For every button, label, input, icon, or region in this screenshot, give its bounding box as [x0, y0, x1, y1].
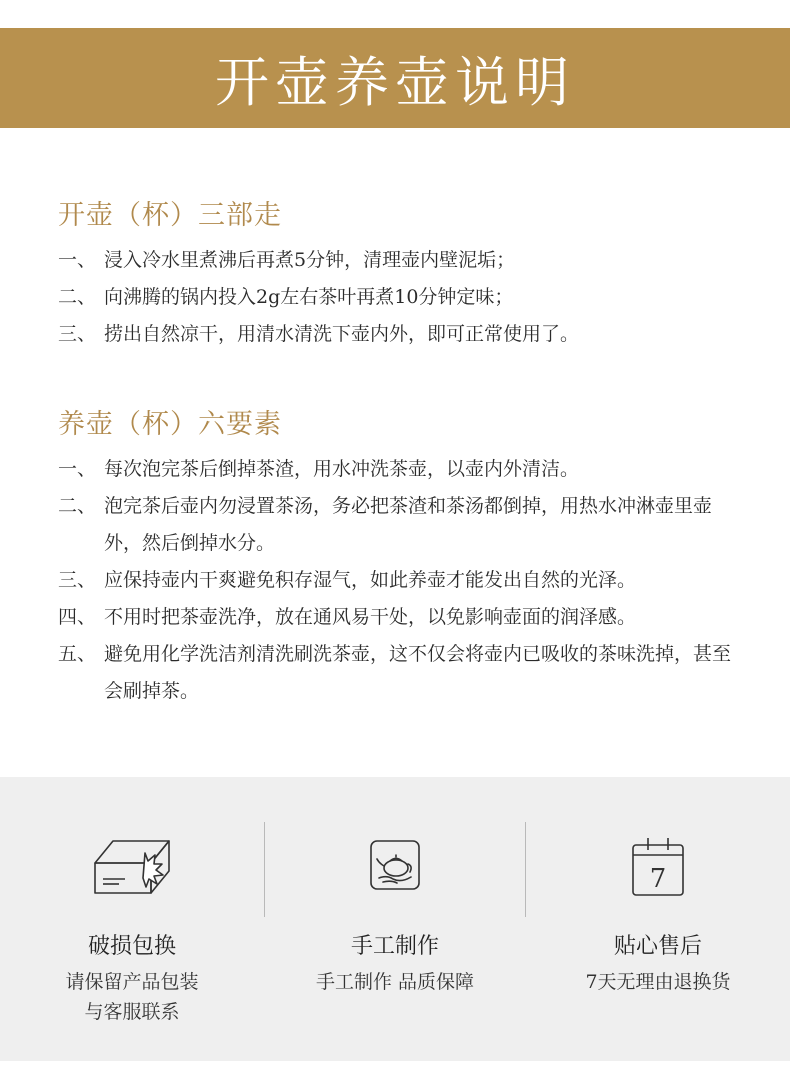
- feature-description: [265, 967, 525, 997]
- item-text: 每次泡完茶后倒掉茶渣，用水冲洗茶壶，以壶内外清洁。: [104, 458, 580, 480]
- list-item: [58, 562, 738, 599]
- item-number: 一、: [58, 249, 97, 271]
- title-banner: [0, 28, 790, 128]
- feature-desc-line: 与客服联系: [84, 1001, 180, 1023]
- feature-desc-line: 7天无理由退换货: [585, 971, 731, 993]
- section-heading-pot-care: 养壶（杯）六要素: [58, 409, 282, 440]
- item-text: 不用时把茶壶洗净，放在通风易干处，以免影响壶面的润泽感。: [104, 606, 637, 628]
- item-number: 三、: [58, 323, 97, 345]
- open-pot-steps-list: [58, 242, 738, 353]
- feature-after-sales: [526, 777, 790, 1061]
- item-number: 三、: [58, 569, 97, 591]
- item-number: 一、: [58, 458, 97, 480]
- item-number: 二、: [58, 495, 97, 517]
- feature-title: 贴心售后: [613, 934, 702, 959]
- list-item: [58, 242, 738, 279]
- list-item: [58, 451, 738, 488]
- item-text: 浸入冷水里煮沸后再煮5分钟，清理壶内壁泥垢；: [104, 249, 516, 271]
- item-text: 应保持壶内干爽避免积存湿气，如此养壶才能发出自然的光泽。: [104, 569, 637, 591]
- item-text: 捞出自然凉干，用清水清洗下壶内外，即可正常使用了。: [104, 323, 580, 345]
- item-number: 二、: [58, 286, 97, 308]
- list-item: [58, 316, 738, 353]
- handmade-teapot-icon: [365, 835, 425, 899]
- feature-broken-replacement: [0, 777, 264, 1061]
- list-item: [58, 279, 738, 316]
- item-number: 五、: [58, 643, 97, 665]
- feature-desc-line: 手工制作 品质保障: [315, 971, 475, 993]
- page-title: 开壶养壶说明: [215, 50, 575, 114]
- item-number: 四、: [58, 606, 97, 628]
- calendar-number: 7: [649, 864, 667, 894]
- service-features-footer: [0, 777, 790, 1061]
- feature-description: [0, 967, 264, 1027]
- list-item: [58, 636, 738, 710]
- item-text: 避免用化学洗洁剂清洗刷洗茶壶，这不仅会将壶内已吸收的茶味洗掉，甚至会刷掉茶。: [104, 643, 732, 702]
- feature-title: 手工制作: [350, 934, 439, 959]
- feature-desc-line: 请保留产品包装: [65, 971, 199, 993]
- calendar-icon: [628, 835, 688, 903]
- list-item: [58, 488, 738, 562]
- item-text: 泡完茶后壶内勿浸置茶汤，务必把茶渣和茶汤都倒掉，用热水冲淋壶里壶外，然后倒掉水分。: [104, 495, 713, 554]
- broken-package-icon: [91, 835, 173, 899]
- item-text: 向沸腾的锅内投入2g左右茶叶再煮10分钟定味；: [104, 286, 514, 308]
- list-item: [58, 599, 738, 636]
- feature-description: [526, 967, 790, 997]
- feature-title: 破损包换: [87, 934, 176, 959]
- feature-handmade: [265, 777, 525, 1061]
- pot-care-tips-list: [58, 451, 738, 710]
- section-heading-open-pot: 开壶（杯）三部走: [58, 200, 282, 231]
